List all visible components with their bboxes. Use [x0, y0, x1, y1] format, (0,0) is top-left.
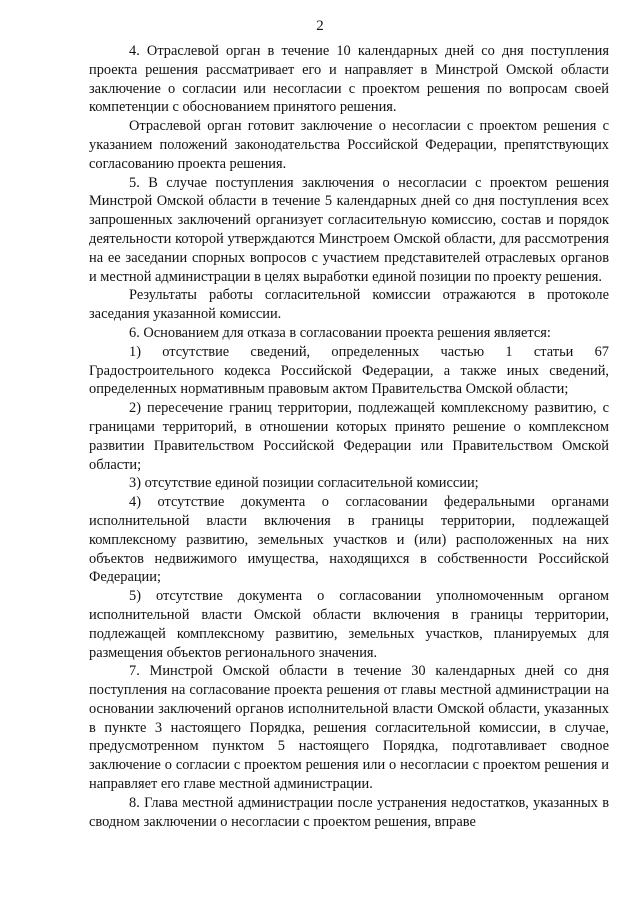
- document-body: [89, 42, 609, 831]
- paragraph-8: 8. Глава местной администрации после устранения недостатков, указанных в сводном заключении о несогласии с проектом решения, вправе: [89, 794, 609, 830]
- paragraph-6-item-1: 1) отсутствие сведений, определенных частью 1 статьи 67 Градостроительного кодекса Российской Федерации, а также иных сведений, определенных нормативным правовым актом Правительства Омской области;: [89, 343, 609, 398]
- paragraph-4-note: Отраслевой орган готовит заключение о несогласии с проектом решения с указанием положений законодательства Российской Федерации, препятствующих согласованию проекта решения.: [89, 118, 609, 172]
- paragraph-6-item-4: 4) отсутствие документа о согласовании федеральными органами исполнительной власти включения в границы территории, подлежащей комплексному развитию, земельных участков и (или) расположенных на них объектов недвижимого имущества, находящихся в собственности Российской Федерации;: [89, 494, 609, 586]
- paragraph-6-item-2: 2) пересечение границ территории, подлежащей комплексному развитию, с границами территорий, в отношении которых принято решение о комплексном развитии Правительством Российской Федерации или Правительством Омской области;: [89, 400, 609, 473]
- paragraph-4: 4. Отраслевой орган в течение 10 календарных дней со дня поступления проекта решения рассматривает его и направляет в Минстрой Омской области заключение о согласии или несогласии с проектом решения по вопросам своей компетенции с обоснованием принятого решения.: [89, 43, 609, 116]
- paragraph-5-note: Результаты работы согласительной комиссии отражаются в протоколе заседания указанной комиссии.: [89, 287, 609, 323]
- paragraph-6-item-3: 3) отсутствие единой позиции согласительной комиссии;: [129, 475, 479, 492]
- paragraph-6-item-5: 5) отсутствие документа о согласовании уполномоченным органом исполнительной власти Омской области включения в границы территории, подлежащей комплексному развитию, земельных участков, планируемых для размещения объектов регионального значения.: [89, 588, 609, 661]
- paragraph-7: 7. Минстрой Омской области в течение 30 календарных дней со дня поступления на согласование проекта решения от главы местной администрации на основании заключений органов исполнительной власти Омской области, указанных в пункте 3 настоящего Порядка, решения согласительной комиссии, в случае, предусмотренном пунктом 5 настоящего Порядка, подготавливает сводное заключение о согласии с проектом решения или о несогласии с проектом решения и направляет его главе местной администрации.: [89, 663, 609, 793]
- paragraph-5: 5. В случае поступления заключения о несогласии с проектом решения Минстрой Омской области в течение 5 календарных дней со дня поступления всех запрошенных заключений организует согласительную комиссию, состав и порядок деятельности которой утверждаются Минстроем Омской области, для рассмотрения на ее заседании спорных вопросов с участием представителей отраслевых органов и местной администрации в целях выработки единой позиции по проекту решения.: [89, 174, 609, 285]
- paragraph-6: 6. Основанием для отказа в согласовании проекта решения является:: [129, 324, 551, 341]
- page-number: 2: [316, 18, 324, 34]
